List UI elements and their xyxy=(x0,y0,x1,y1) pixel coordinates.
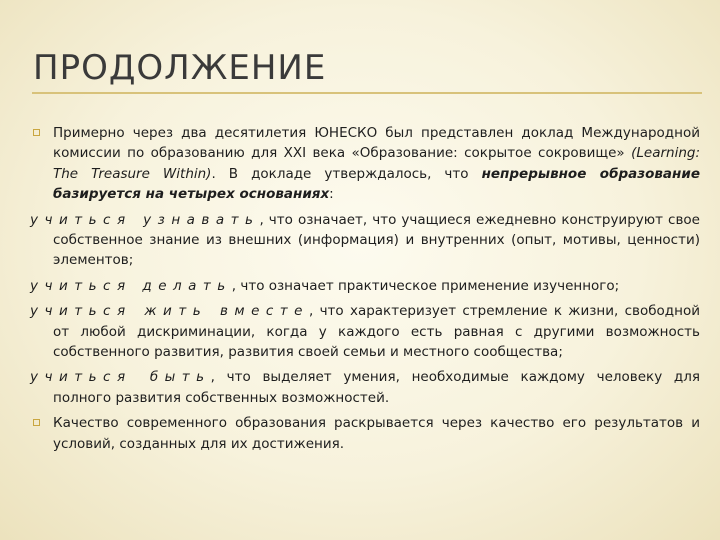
square-bullet-icon xyxy=(33,419,40,426)
pillar-description: , что означает практическое применение изученного; xyxy=(231,277,620,294)
list-item xyxy=(30,210,700,271)
slide-title: ПРОДОЛЖЕНИЕ xyxy=(33,48,327,88)
para1-text-b: . В докладе утверждалось, что xyxy=(211,165,482,182)
list-item xyxy=(30,276,700,296)
para2-text: Качество современного образования раскрывается через качество его результатов и условий, созданных для их достижения. xyxy=(53,415,700,452)
slide-body xyxy=(30,123,700,454)
bullet-paragraph-quality xyxy=(30,413,700,454)
list-item xyxy=(30,367,700,408)
title-underline xyxy=(32,92,702,94)
pillar-name: учиться жить вместе xyxy=(30,303,309,320)
para1-emphasis: непрерывное образование базируется на четырех основаниях xyxy=(53,165,700,203)
para1-text-a: Примерно через два десятилетия ЮНЕСКО был представлен доклад Международной комиссии по образованию для XXI века «Образование: сокрытое сокровище» xyxy=(53,125,700,162)
bullet-paragraph-unesco xyxy=(30,123,700,205)
pillar-name: учиться быть xyxy=(30,369,211,386)
pillar-description: , что означает, что учащиеся ежедневно конструируют свое собственное знание из внешних (информация) и внутренних (опыт, мотивы, ценности) элементов; xyxy=(53,211,700,269)
pillar-description: , что выделяет умения, необходимые каждому человеку для полного развития собственных возможностей. xyxy=(53,369,700,406)
para1-english-title: (Learning: The Treasure Within) xyxy=(53,145,700,182)
para1-text-c: : xyxy=(329,186,334,203)
pillar-name: учиться делать xyxy=(30,277,232,294)
list-item xyxy=(30,301,700,362)
pillar-description: , что характеризует стремление к жизни, свободной от любой дискриминации, когда у каждого есть равная с другими возможность собственного развития, развития своей семьи и местного сообщества; xyxy=(53,303,700,361)
square-bullet-icon xyxy=(33,129,40,136)
pillar-name: учиться узнавать xyxy=(30,211,260,228)
